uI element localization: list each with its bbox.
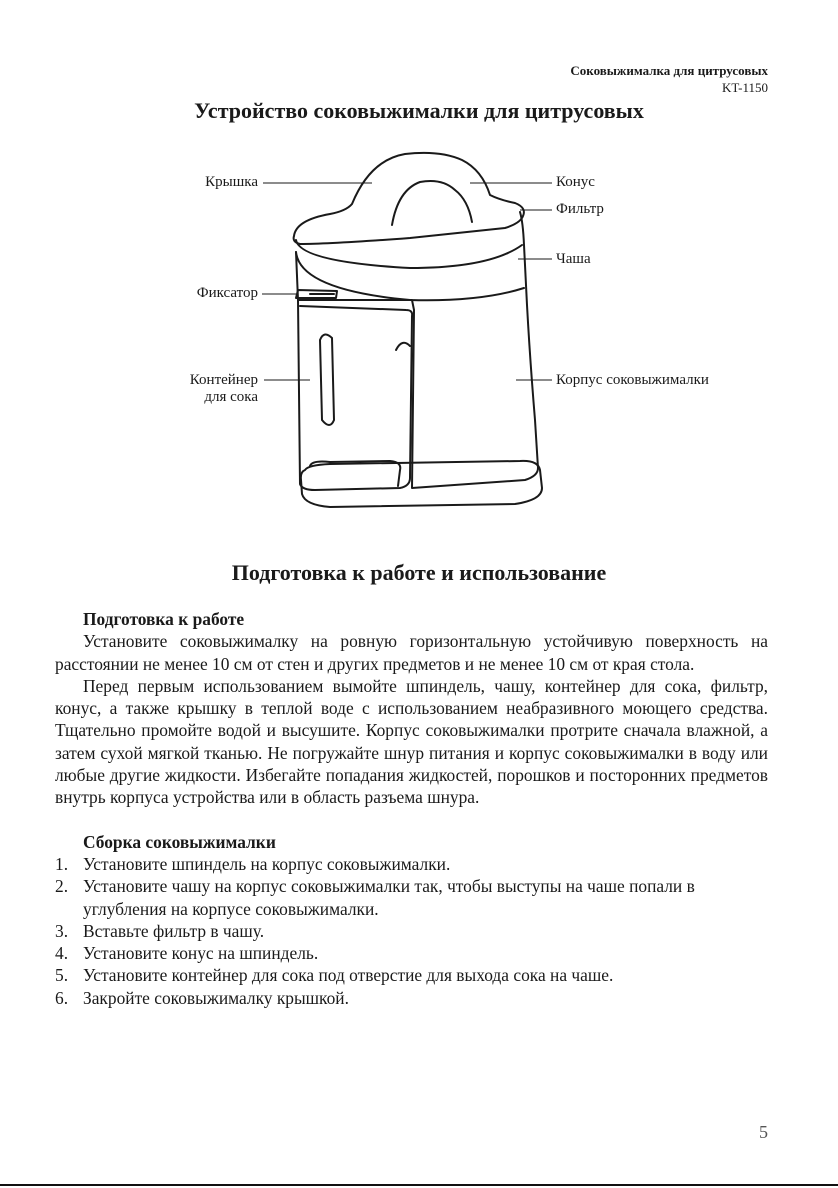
header-title: Соковыжималка для цитрусовых <box>570 63 768 78</box>
step-text: Вставьте фильтр в чашу. <box>83 920 265 941</box>
step-number: 1. <box>55 853 69 874</box>
step-number: 2. <box>55 876 69 897</box>
bottom-rule <box>0 1184 838 1186</box>
instructions-body <box>55 608 768 1009</box>
step-item <box>55 987 768 1009</box>
step-number: 4. <box>55 943 69 964</box>
page-number: 5 <box>759 1122 768 1142</box>
prep-heading: Подготовка к работе <box>83 609 245 629</box>
diagram-title: Устройство соковыжималки для цитрусовых <box>194 98 644 123</box>
prep-paragraph-2: Перед первым использованием вымойте шпиндель, чашу, контейнер для сока, фильтр, конус, а также крышку в теплой воде с использованием неабразивного моющего средства. Тщательно промойте водой и высушите. Корпус соковыжималки протрите сначала влажной, а затем сухой мягкой тканью. Не погружайте шнур питания и корпус соковыжималки в воду или любые другие жидкости. Избегайте попадания жидкостей, порошков и посторонних предметов внутрь корпуса устройства или в область разъема шнура. <box>55 675 768 808</box>
label-filter: Фильтр <box>556 201 604 217</box>
juicer-diagram <box>0 0 838 540</box>
label-lock: Фиксатор <box>196 285 258 301</box>
label-cone: Конус <box>556 174 595 190</box>
step-item <box>55 964 768 986</box>
label-container <box>150 372 258 406</box>
juicer-illustration <box>0 0 838 540</box>
lid <box>294 153 524 244</box>
header-model: KT-1150 <box>722 80 768 95</box>
step-number: 5. <box>55 965 69 986</box>
step-item <box>55 942 768 964</box>
juicer-base <box>301 461 542 507</box>
step-text: Установите чашу на корпус соковыжималки так, чтобы выступы на чаше попали в углубления на корпусе соковыжималки. <box>83 876 695 919</box>
step-text: Установите контейнер для сока под отверстие для выхода сока на чаше. <box>83 965 614 986</box>
label-lid: Крышка <box>205 174 258 190</box>
step-item <box>55 853 768 875</box>
step-number: 3. <box>55 920 69 941</box>
label-container-line2: для сока <box>204 389 258 405</box>
section-title: Подготовка к работе и использование <box>231 560 607 585</box>
step-number: 6. <box>55 987 69 1008</box>
step-text: Установите конус на шпиндель. <box>83 943 319 964</box>
step-text: Закройте соковыжималку крышкой. <box>83 987 349 1008</box>
step-text: Установите шпиндель на корпус соковыжималки. <box>83 853 451 874</box>
label-body: Корпус соковыжималки <box>556 372 709 388</box>
step-item <box>55 875 768 920</box>
label-container-line1: Контейнер <box>189 372 258 388</box>
step-item <box>55 920 768 942</box>
label-bowl: Чаша <box>556 251 591 267</box>
assembly-heading: Сборка соковыжималки <box>83 831 276 852</box>
assembly-steps <box>55 853 768 1009</box>
prep-paragraph-1: Установите соковыжималку на ровную горизонтальную устойчивую поверхность на расстоянии не менее 10 см от стен и других предметов и не менее 10 см от края стола. <box>55 631 768 674</box>
cone <box>392 181 472 225</box>
